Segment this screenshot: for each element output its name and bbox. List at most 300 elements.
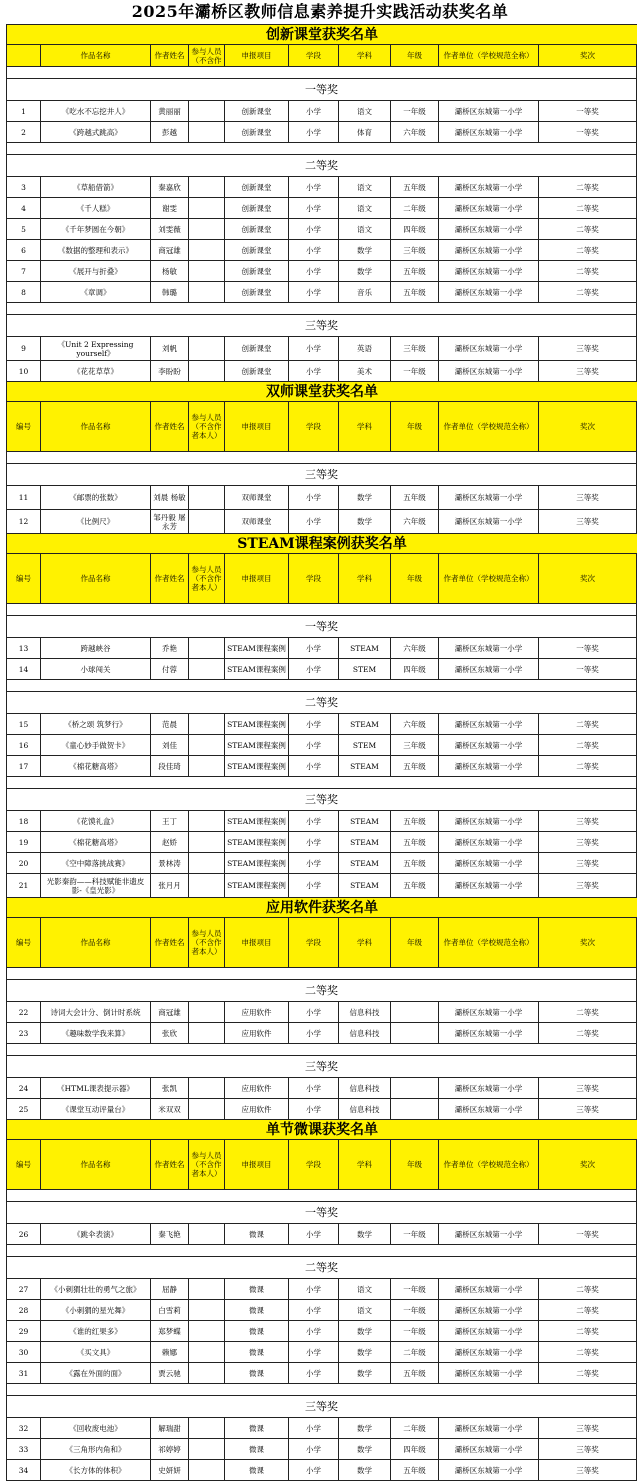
- header-author: 作者姓名: [151, 402, 189, 451]
- table-row: [7, 361, 637, 382]
- cell-grade: 一年级: [391, 1300, 439, 1320]
- cell-author: 乔艳: [151, 638, 189, 658]
- spacer-row: [7, 1245, 637, 1257]
- cell-stage: 小学: [289, 361, 339, 381]
- cell-school: 灞桥区东城第一小学: [439, 219, 539, 239]
- cell-project: 微课: [225, 1363, 289, 1383]
- cell-number: 20: [7, 853, 41, 873]
- cell-subject: 体育: [339, 122, 391, 142]
- cell-work-title: 《章调》: [41, 282, 151, 302]
- cell-project: 创新课堂: [225, 240, 289, 260]
- spacer-row: [7, 968, 637, 980]
- section-title: 双师课堂获奖名单: [7, 382, 637, 402]
- cell-participants: [189, 1023, 225, 1043]
- cell-project: 创新课堂: [225, 282, 289, 302]
- cell-stage: 小学: [289, 1002, 339, 1022]
- cell-participants: [189, 1279, 225, 1299]
- cell-subject: 信息科技: [339, 1002, 391, 1022]
- table-row: [7, 853, 637, 874]
- cell-author: 杨敏: [151, 261, 189, 281]
- cell-participants: [189, 486, 225, 509]
- award-level-heading: 一等奖: [7, 1202, 637, 1224]
- cell-school: 灞桥区东城第一小学: [439, 198, 539, 218]
- cell-subject: STEAM: [339, 832, 391, 852]
- header-work-title: 作品名称: [41, 402, 151, 451]
- cell-work-title: 《邮票的张数》: [41, 486, 151, 509]
- cell-stage: 小学: [289, 282, 339, 302]
- cell-number: 5: [7, 219, 41, 239]
- cell-number: 2: [7, 122, 41, 142]
- cell-grade: 五年级: [391, 1363, 439, 1383]
- cell-school: 灞桥区东城第一小学: [439, 1418, 539, 1438]
- cell-award-level: 二等奖: [539, 714, 637, 734]
- cell-participants: [189, 219, 225, 239]
- cell-school: 灞桥区东城第一小学: [439, 756, 539, 776]
- cell-participants: [189, 1418, 225, 1438]
- cell-number: 12: [7, 510, 41, 533]
- cell-participants: [189, 282, 225, 302]
- cell-number: 13: [7, 638, 41, 658]
- spacer-row: [7, 777, 637, 789]
- cell-number: 31: [7, 1363, 41, 1383]
- header-author: 作者姓名: [151, 45, 189, 66]
- cell-stage: 小学: [289, 510, 339, 533]
- cell-author: 范晨: [151, 714, 189, 734]
- cell-school: 灞桥区东城第一小学: [439, 1099, 539, 1119]
- header-number: 编号: [7, 402, 41, 451]
- cell-grade: 六年级: [391, 122, 439, 142]
- cell-work-title: 《Unit 2 Expressing yourself》: [41, 337, 151, 360]
- cell-grade: 五年级: [391, 874, 439, 897]
- cell-project: 应用软件: [225, 1023, 289, 1043]
- header-project: 申报项目: [225, 45, 289, 66]
- cell-award-level: 三等奖: [539, 874, 637, 897]
- cell-award-level: 二等奖: [539, 1279, 637, 1299]
- table-row: [7, 1460, 637, 1481]
- cell-award-level: 一等奖: [539, 101, 637, 121]
- cell-subject: 信息科技: [339, 1099, 391, 1119]
- cell-grade: 五年级: [391, 282, 439, 302]
- award-level-heading: 三等奖: [7, 315, 637, 337]
- cell-participants: [189, 1439, 225, 1459]
- cell-school: 灞桥区东城第一小学: [439, 1321, 539, 1341]
- header-author: 作者姓名: [151, 1140, 189, 1189]
- cell-work-title: 《棉花糖高塔》: [41, 756, 151, 776]
- cell-author: 王丁: [151, 811, 189, 831]
- cell-work-title: 《棉花糖高塔》: [41, 832, 151, 852]
- cell-subject: STEAM: [339, 638, 391, 658]
- cell-grade: 一年级: [391, 1321, 439, 1341]
- cell-subject: 信息科技: [339, 1078, 391, 1098]
- header-participants: 参与人员（不含作者本人）: [189, 918, 225, 967]
- cell-subject: 信息科技: [339, 1023, 391, 1043]
- cell-award-level: 二等奖: [539, 1342, 637, 1362]
- cell-work-title: 小球闯关: [41, 659, 151, 679]
- cell-award-level: 二等奖: [539, 1023, 637, 1043]
- table-row: [7, 1342, 637, 1363]
- header-stage: 学段: [289, 918, 339, 967]
- cell-author: 刘雯薇: [151, 219, 189, 239]
- cell-work-title: 光影秦韵——科技赋能非遗皮影-《皇光影》: [41, 874, 151, 897]
- cell-work-title: 《长方体的体积》: [41, 1460, 151, 1480]
- cell-participants: [189, 1321, 225, 1341]
- header-number: 编号: [7, 918, 41, 967]
- cell-award-level: 二等奖: [539, 756, 637, 776]
- cell-award-level: 一等奖: [539, 659, 637, 679]
- cell-subject: 语文: [339, 219, 391, 239]
- cell-stage: 小学: [289, 1023, 339, 1043]
- cell-participants: [189, 1002, 225, 1022]
- cell-subject: 音乐: [339, 282, 391, 302]
- header-award-level: 奖次: [539, 45, 637, 66]
- cell-school: 灞桥区东城第一小学: [439, 853, 539, 873]
- cell-work-title: 《买文具》: [41, 1342, 151, 1362]
- cell-stage: 小学: [289, 1321, 339, 1341]
- cell-participants: [189, 361, 225, 381]
- cell-award-level: 二等奖: [539, 282, 637, 302]
- header-grade: 年级: [391, 554, 439, 603]
- cell-school: 灞桥区东城第一小学: [439, 261, 539, 281]
- cell-author: 屈静: [151, 1279, 189, 1299]
- table-header-row: [7, 45, 637, 67]
- cell-school: 灞桥区东城第一小学: [439, 177, 539, 197]
- spacer-row: [7, 143, 637, 155]
- award-level-heading: 一等奖: [7, 79, 637, 101]
- cell-project: 微课: [225, 1342, 289, 1362]
- cell-work-title: 《草船借箭》: [41, 177, 151, 197]
- cell-project: 微课: [225, 1300, 289, 1320]
- cell-work-title: 《千年梦圆在今朝》: [41, 219, 151, 239]
- header-subject: 学科: [339, 1140, 391, 1189]
- cell-school: 灞桥区东城第一小学: [439, 1342, 539, 1362]
- cell-award-level: 一等奖: [539, 1224, 637, 1244]
- cell-stage: 小学: [289, 832, 339, 852]
- cell-award-level: 二等奖: [539, 240, 637, 260]
- table-header-row: [7, 1140, 637, 1190]
- cell-work-title: 《展开与折叠》: [41, 261, 151, 281]
- cell-number: 14: [7, 659, 41, 679]
- cell-number: 11: [7, 486, 41, 509]
- cell-grade: 六年级: [391, 510, 439, 533]
- spacer-row: [7, 1044, 637, 1056]
- header-award-level: 奖次: [539, 1140, 637, 1189]
- cell-grade: [391, 1002, 439, 1022]
- cell-participants: [189, 853, 225, 873]
- cell-grade: 三年级: [391, 735, 439, 755]
- header-subject: 学科: [339, 402, 391, 451]
- cell-number: 17: [7, 756, 41, 776]
- cell-participants: [189, 832, 225, 852]
- cell-grade: 五年级: [391, 756, 439, 776]
- cell-work-title: 《花馍礼盒》: [41, 811, 151, 831]
- cell-number: 23: [7, 1023, 41, 1043]
- header-participants: 参与人员（不含作者本人）: [189, 1140, 225, 1189]
- table-row: [7, 219, 637, 240]
- award-level-heading: 二等奖: [7, 155, 637, 177]
- table-row: [7, 1279, 637, 1300]
- cell-number: 32: [7, 1418, 41, 1438]
- cell-stage: 小学: [289, 1300, 339, 1320]
- header-participants: 参与人员（不含作: [189, 45, 225, 66]
- cell-stage: 小学: [289, 1099, 339, 1119]
- section-title: 单节微课获奖名单: [7, 1120, 637, 1140]
- cell-number: 3: [7, 177, 41, 197]
- cell-number: 8: [7, 282, 41, 302]
- cell-number: 28: [7, 1300, 41, 1320]
- cell-award-level: 三等奖: [539, 1439, 637, 1459]
- cell-number: 29: [7, 1321, 41, 1341]
- cell-number: 34: [7, 1460, 41, 1480]
- cell-project: 双师课堂: [225, 510, 289, 533]
- header-award-level: 奖次: [539, 402, 637, 451]
- spacer-row: [7, 452, 637, 464]
- cell-number: 22: [7, 1002, 41, 1022]
- header-school: 作者单位（学校规范全称）: [439, 45, 539, 66]
- cell-subject: 数学: [339, 1342, 391, 1362]
- cell-subject: 数学: [339, 240, 391, 260]
- cell-stage: 小学: [289, 1460, 339, 1480]
- cell-grade: 一年级: [391, 361, 439, 381]
- cell-grade: 一年级: [391, 101, 439, 121]
- table-row: [7, 1418, 637, 1439]
- cell-participants: [189, 1460, 225, 1480]
- cell-stage: 小学: [289, 261, 339, 281]
- cell-grade: 二年级: [391, 1418, 439, 1438]
- cell-school: 灞桥区东城第一小学: [439, 832, 539, 852]
- cell-number: 33: [7, 1439, 41, 1459]
- cell-number: 7: [7, 261, 41, 281]
- cell-author: 张凯: [151, 1078, 189, 1098]
- cell-project: 微课: [225, 1321, 289, 1341]
- cell-subject: 语文: [339, 177, 391, 197]
- cell-project: 微课: [225, 1418, 289, 1438]
- cell-author: 秦嘉欣: [151, 177, 189, 197]
- table-row: [7, 659, 637, 680]
- cell-author: 段佳琦: [151, 756, 189, 776]
- cell-author: 韩璐: [151, 282, 189, 302]
- table-row: [7, 486, 637, 510]
- cell-award-level: 二等奖: [539, 735, 637, 755]
- cell-school: 灞桥区东城第一小学: [439, 735, 539, 755]
- section-title: STEAM课程案例获奖名单: [7, 534, 637, 554]
- cell-work-title: 《千人糕》: [41, 198, 151, 218]
- cell-school: 灞桥区东城第一小学: [439, 361, 539, 381]
- cell-project: 微课: [225, 1439, 289, 1459]
- cell-subject: 数学: [339, 1418, 391, 1438]
- spacer-row: [7, 1190, 637, 1202]
- cell-school: 灞桥区东城第一小学: [439, 1363, 539, 1383]
- table-row: [7, 1321, 637, 1342]
- cell-number: 16: [7, 735, 41, 755]
- cell-award-level: 二等奖: [539, 1321, 637, 1341]
- cell-subject: STEAM: [339, 756, 391, 776]
- table-row: [7, 510, 637, 534]
- cell-work-title: 《吃水不忘挖井人》: [41, 101, 151, 121]
- header-number: [7, 45, 41, 66]
- cell-school: 灞桥区东城第一小学: [439, 874, 539, 897]
- cell-project: 应用软件: [225, 1078, 289, 1098]
- cell-school: 灞桥区东城第一小学: [439, 714, 539, 734]
- cell-school: 灞桥区东城第一小学: [439, 811, 539, 831]
- cell-stage: 小学: [289, 874, 339, 897]
- cell-project: 微课: [225, 1460, 289, 1480]
- table-row: [7, 735, 637, 756]
- header-school: 作者单位（学校规范全称）: [439, 554, 539, 603]
- award-level-heading: 三等奖: [7, 789, 637, 811]
- cell-participants: [189, 659, 225, 679]
- award-level-heading: 二等奖: [7, 692, 637, 714]
- cell-school: 灞桥区东城第一小学: [439, 1224, 539, 1244]
- cell-work-title: 《跳伞表演》: [41, 1224, 151, 1244]
- cell-school: 灞桥区东城第一小学: [439, 486, 539, 509]
- cell-stage: 小学: [289, 486, 339, 509]
- cell-author: 刘晨 杨敏: [151, 486, 189, 509]
- header-work-title: 作品名称: [41, 554, 151, 603]
- cell-participants: [189, 1099, 225, 1119]
- cell-subject: STEAM: [339, 714, 391, 734]
- table-row: [7, 122, 637, 143]
- header-participants: 参与人员（不含作者本人）: [189, 554, 225, 603]
- cell-award-level: 三等奖: [539, 1099, 637, 1119]
- cell-award-level: 二等奖: [539, 219, 637, 239]
- cell-author: 景林涛: [151, 853, 189, 873]
- cell-award-level: 二等奖: [539, 1300, 637, 1320]
- cell-school: 灞桥区东城第一小学: [439, 638, 539, 658]
- table-row: [7, 1023, 637, 1044]
- cell-number: 9: [7, 337, 41, 360]
- cell-project: STEAM课程案例: [225, 735, 289, 755]
- cell-grade: 五年级: [391, 1460, 439, 1480]
- cell-grade: 三年级: [391, 337, 439, 360]
- cell-award-level: 三等奖: [539, 832, 637, 852]
- cell-author: 李盼盼: [151, 361, 189, 381]
- award-level-heading: 三等奖: [7, 464, 637, 486]
- cell-work-title: 《比例尺》: [41, 510, 151, 533]
- header-subject: 学科: [339, 45, 391, 66]
- header-school: 作者单位（学校规范全称）: [439, 1140, 539, 1189]
- cell-author: 祁婷婷: [151, 1439, 189, 1459]
- cell-work-title: 《桥之颂 筑梦行》: [41, 714, 151, 734]
- cell-subject: 数学: [339, 1363, 391, 1383]
- cell-participants: [189, 638, 225, 658]
- cell-author: 付蓉: [151, 659, 189, 679]
- header-grade: 年级: [391, 1140, 439, 1189]
- table-row: [7, 874, 637, 898]
- cell-number: 4: [7, 198, 41, 218]
- cell-grade: 四年级: [391, 1439, 439, 1459]
- cell-stage: 小学: [289, 198, 339, 218]
- cell-participants: [189, 756, 225, 776]
- cell-number: 24: [7, 1078, 41, 1098]
- cell-work-title: 《小刺猬的星光舞》: [41, 1300, 151, 1320]
- cell-participants: [189, 714, 225, 734]
- cell-stage: 小学: [289, 1363, 339, 1383]
- cell-author: 米双双: [151, 1099, 189, 1119]
- table-row: [7, 282, 637, 303]
- cell-author: 张欣: [151, 1023, 189, 1043]
- table-row: [7, 1099, 637, 1120]
- cell-participants: [189, 177, 225, 197]
- cell-stage: 小学: [289, 1078, 339, 1098]
- cell-project: 创新课堂: [225, 122, 289, 142]
- cell-work-title: 《小刺猬壮壮的勇气之旅》: [41, 1279, 151, 1299]
- cell-award-level: 二等奖: [539, 198, 637, 218]
- cell-author: 黄丽丽: [151, 101, 189, 121]
- header-grade: 年级: [391, 45, 439, 66]
- table-row: [7, 198, 637, 219]
- cell-subject: 数学: [339, 486, 391, 509]
- cell-number: 26: [7, 1224, 41, 1244]
- cell-work-title: 《露在外面的面》: [41, 1363, 151, 1383]
- header-grade: 年级: [391, 918, 439, 967]
- cell-subject: STEAM: [339, 811, 391, 831]
- section-title: 应用软件获奖名单: [7, 898, 637, 918]
- table-row: [7, 638, 637, 659]
- cell-grade: [391, 1099, 439, 1119]
- header-school: 作者单位（学校规范全称）: [439, 918, 539, 967]
- header-subject: 学科: [339, 918, 391, 967]
- cell-participants: [189, 198, 225, 218]
- table-row: [7, 177, 637, 198]
- cell-subject: 语文: [339, 101, 391, 121]
- cell-author: 刘帆: [151, 337, 189, 360]
- cell-participants: [189, 1078, 225, 1098]
- cell-author: 白雪莉: [151, 1300, 189, 1320]
- cell-number: 15: [7, 714, 41, 734]
- cell-subject: 数学: [339, 1321, 391, 1341]
- cell-school: 灞桥区东城第一小学: [439, 337, 539, 360]
- cell-stage: 小学: [289, 122, 339, 142]
- header-author: 作者姓名: [151, 918, 189, 967]
- cell-school: 灞桥区东城第一小学: [439, 1078, 539, 1098]
- header-project: 申报项目: [225, 402, 289, 451]
- cell-award-level: 三等奖: [539, 486, 637, 509]
- cell-school: 灞桥区东城第一小学: [439, 122, 539, 142]
- cell-subject: 语文: [339, 1279, 391, 1299]
- spacer-row: [7, 1384, 637, 1396]
- cell-participants: [189, 1300, 225, 1320]
- cell-author: 彭越: [151, 122, 189, 142]
- header-work-title: 作品名称: [41, 1140, 151, 1189]
- cell-author: 赵娇: [151, 832, 189, 852]
- cell-award-level: 三等奖: [539, 361, 637, 381]
- cell-school: 灞桥区东城第一小学: [439, 510, 539, 533]
- award-level-heading: 三等奖: [7, 1396, 637, 1418]
- cell-author: 解瑞甜: [151, 1418, 189, 1438]
- cell-grade: 五年级: [391, 832, 439, 852]
- cell-project: 创新课堂: [225, 198, 289, 218]
- cell-stage: 小学: [289, 735, 339, 755]
- cell-award-level: 二等奖: [539, 177, 637, 197]
- cell-subject: 数学: [339, 1439, 391, 1459]
- table-header-row: [7, 918, 637, 968]
- cell-award-level: 三等奖: [539, 1078, 637, 1098]
- cell-author: 赖娜: [151, 1342, 189, 1362]
- cell-author: 史妍妍: [151, 1460, 189, 1480]
- cell-subject: 美术: [339, 361, 391, 381]
- header-school: 作者单位（学校规范全称）: [439, 402, 539, 451]
- cell-number: 25: [7, 1099, 41, 1119]
- cell-subject: 数学: [339, 261, 391, 281]
- header-project: 申报项目: [225, 554, 289, 603]
- cell-project: STEAM课程案例: [225, 874, 289, 897]
- cell-project: STEAM课程案例: [225, 659, 289, 679]
- cell-work-title: 《课堂互动评量台》: [41, 1099, 151, 1119]
- cell-work-title: 《谁的红果多》: [41, 1321, 151, 1341]
- cell-number: 21: [7, 874, 41, 897]
- cell-award-level: 三等奖: [539, 853, 637, 873]
- cell-author: 秦飞艳: [151, 1224, 189, 1244]
